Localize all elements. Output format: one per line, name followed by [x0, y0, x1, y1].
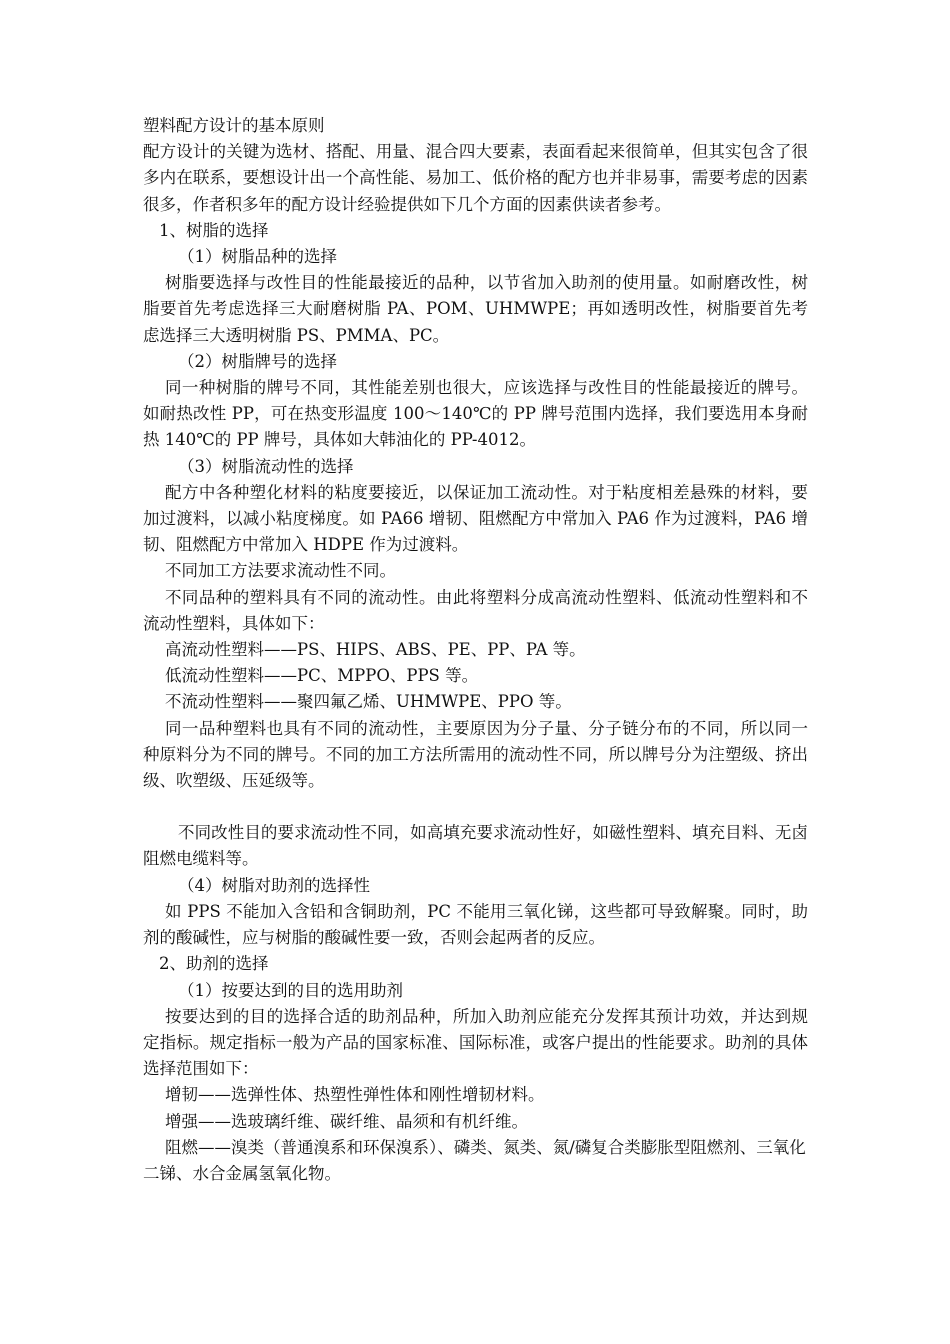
paragraph-resin-grade: 同一种树脂的牌号不同，其性能差别也很大，应该选择与改性目的性能最接近的牌号。如耐热改性 PP，可在热变形温度 100～140℃的 PP 牌号范围内选择，我们要选用本身耐热 140℃的 PP 牌号，具体如大韩油化的 PP-4012。: [143, 378, 808, 450]
paragraph-modification-flow: 不同改性目的要求流动性不同，如高填充要求流动性好，如磁性塑料、填充目料、无卤阻燃电缆料等。: [143, 823, 808, 869]
document-title: 塑料配方设计的基本原则: [143, 116, 325, 135]
list-item-flame-retardant: 阻燃——溴类（普通溴系和环保溴系）、磷类、氮类、氮/磷复合类膨胀型阻燃剂、三氧化二锑、水合金属氢氧化物。: [143, 1137, 806, 1183]
paragraph-resin-variety: 树脂要选择与改性目的性能最接近的品种，以节省加入助剂的使用量。如耐磨改性，树脂要首先考虑选择三大耐磨树脂 PA、POM、UHMWPE；再如透明改性，树脂要首先考虑选择三大透明树脂 PS、PMMA、PC。: [143, 273, 808, 345]
paragraph-additive-purpose: 按要达到的目的选择合适的助剂品种，所加入助剂应能充分发挥其预计功效，并达到规定指标。规定指标一般为产品的国家标准、国际标准，或客户提出的性能要求。助剂的具体选择范围如下：: [143, 1006, 808, 1079]
paragraph-resin-flow: 配方中各种塑化材料的粘度要接近，以保证加工流动性。对于粘度相差悬殊的材料，要加过渡料，以减小粘度梯度。如 PA66 增韧、阻燃配方中常加入 PA6 作为过渡料，PA6 增韧、阻燃配方中常加入 HDPE 作为过渡料。: [143, 482, 808, 555]
list-item-reinforcing: 增强——选玻璃纤维、碳纤维、晶须和有机纤维。: [165, 1111, 528, 1131]
paragraph-flow-categories: 不同品种的塑料具有不同的流动性。由此将塑料分成高流动性塑料、低流动性塑料和不流动性塑料，具体如下：: [143, 587, 808, 633]
paragraph-same-variety-flow: 同一品种塑料也具有不同的流动性，主要原因为分子量、分子链分布的不同，所以同一种原料分为不同的牌号。不同的加工方法所需用的流动性不同，所以牌号分为注塑级、挤出级、吹塑级、压延级等。: [143, 718, 808, 791]
paragraph-processing-flow: 不同加工方法要求流动性不同。: [165, 561, 396, 581]
intro-paragraph: 配方设计的关键为选材、搭配、用量、混合四大要素，表面看起来很简单，但其实包含了很多内在联系，要想设计出一个高性能、易加工、低价格的配方也并非易事，需要考虑的因素很多，作者积多年的配方设计经验提供如下几个方面的因素供读者参考。: [143, 142, 808, 214]
subsection-heading-resin-variety: （1）树脂品种的选择: [178, 247, 337, 267]
subsection-heading-resin-grade: （2）树脂牌号的选择: [178, 351, 337, 371]
subsection-heading-resin-flow: （3）树脂流动性的选择: [178, 456, 354, 476]
list-item-no-flow: 不流动性塑料——聚四氟乙烯、UHMWPE、PPO 等。: [165, 692, 572, 712]
list-item-toughening: 增韧——选弹性体、热塑性弹性体和刚性增韧材料。: [165, 1085, 545, 1105]
blank-line: [143, 794, 808, 820]
list-item-low-flow: 低流动性塑料——PC、MPPO、PPS 等。: [165, 666, 479, 686]
section-heading-additives: 2、助剂的选择: [159, 954, 269, 974]
subsection-heading-additive-selectivity: （4）树脂对助剂的选择性: [178, 875, 370, 895]
section-heading-resin: 1、树脂的选择: [159, 220, 269, 240]
subsection-heading-additive-purpose: （1）按要达到的目的选用助剂: [178, 980, 403, 1000]
paragraph-additive-selectivity: 如 PPS 不能加入含铅和含铜助剂，PC 不能用三氧化锑，这些都可导致解聚。同时，助剂的酸碱性，应与树脂的酸碱性要一致，否则会起两者的反应。: [143, 901, 808, 948]
document-body: [143, 113, 808, 1187]
list-item-high-flow: 高流动性塑料——PS、HIPS、ABS、PE、PP、PA 等。: [165, 640, 586, 660]
